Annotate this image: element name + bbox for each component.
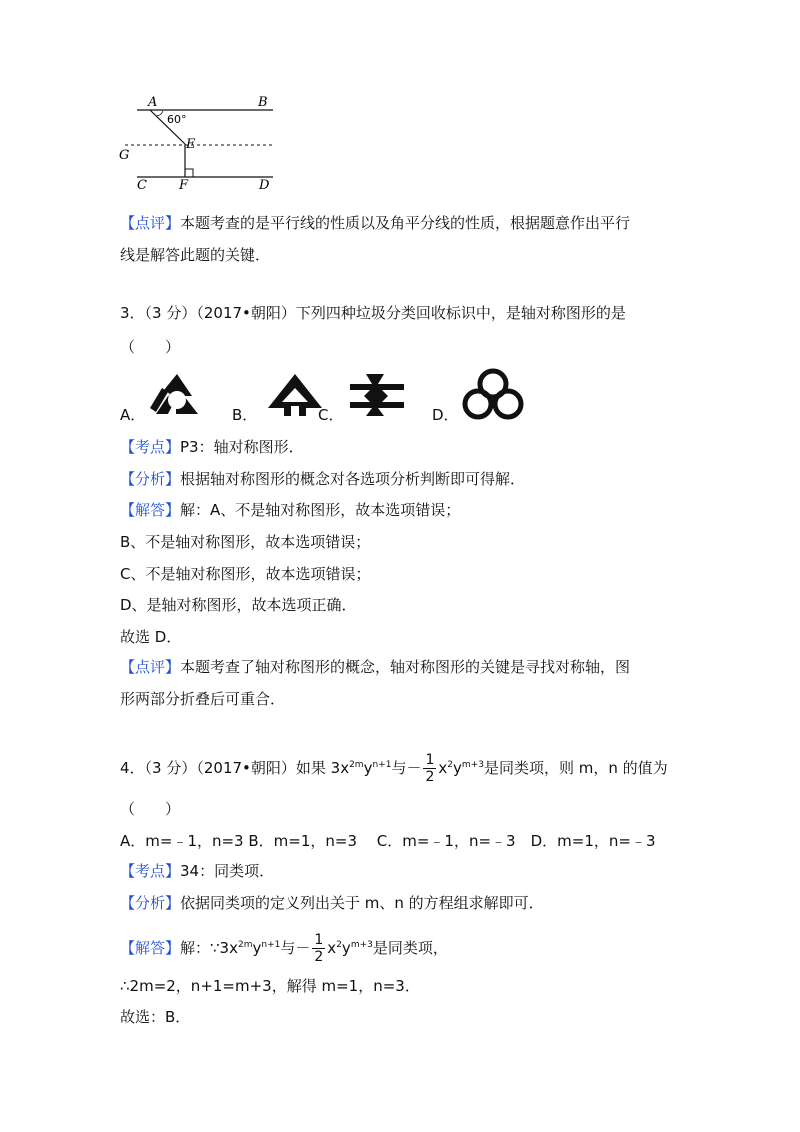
q4-y2: y [453, 759, 462, 777]
q3-fenxi [120, 468, 525, 490]
q3-option-a-label: A． [120, 406, 146, 424]
q3-kaodian-tag: 【考点】 [120, 438, 181, 456]
q4-kaodian-tag: 【考点】 [120, 862, 181, 880]
q4-fraction [423, 752, 436, 785]
point-g-label: G [119, 148, 130, 163]
q4-jieda-y1: y [252, 939, 262, 957]
q4-jieda-frac-num: 1 [314, 932, 324, 948]
q4-jieda-post: 是同类项， [372, 939, 448, 957]
q2-comment-tag: 【点评】 [120, 214, 181, 232]
parallel-lines-figure [115, 92, 285, 192]
point-d-label: D [259, 178, 270, 192]
point-f-label: F [179, 178, 189, 192]
q4-jieda [120, 932, 448, 965]
q4-stem-post: 是同类项，则 m，n 的值为 [483, 759, 668, 777]
q4-jieda-exp4: m+3 [350, 940, 373, 950]
point-a-label: A [148, 95, 158, 110]
q4-jieda-frac-den: 2 [314, 949, 324, 965]
q3-jieda-line2: B、不是轴对称图形，故本选项错误； [120, 533, 371, 551]
q4-x2: x [438, 759, 448, 777]
q4-jieda-x2: x [327, 939, 337, 957]
q3-comment-text: 本题考查了轴对称图形的概念，轴对称图形的关键是寻找对称轴，图 [180, 658, 631, 676]
q3-jieda-line3: C、不是轴对称图形，故本选项错误； [120, 565, 371, 583]
q4-stem [120, 752, 668, 785]
point-e-label: E [186, 137, 196, 152]
q4-kaodian-text: 34：同类项． [180, 862, 275, 880]
q3-stem: 3．（3 分）（2017•朝阳）下列四种垃圾分类回收标识中，是轴对称图形的是 [120, 304, 626, 322]
q4-stem-blank: （ ） [120, 800, 181, 818]
q3-stem-blank: （ ） [120, 338, 181, 356]
q3-kaodian [120, 436, 304, 458]
recycle-icon [146, 370, 208, 422]
q3-option-d-label: D． [432, 406, 459, 424]
q4-jieda-fraction [312, 932, 325, 965]
q4-frac-den: 2 [425, 769, 435, 785]
q4-jieda-exp3: 2 [336, 940, 342, 950]
q3-fenxi-tag: 【分析】 [120, 470, 181, 488]
q3-jieda-text: 解：A、不是轴对称图形，故本选项错误； [180, 501, 461, 519]
q4-jieda-pre: 解：∵3x [180, 939, 238, 957]
q4-exp3: 2 [447, 760, 454, 770]
q2-comment-line1 [120, 212, 630, 234]
q3-jieda-line4: D、是轴对称图形，故本选项正确． [120, 596, 357, 614]
q3-jieda-tag: 【解答】 [120, 501, 181, 519]
inward-arrows-icon [344, 370, 410, 418]
q4-fenxi [120, 892, 544, 914]
q4-fenxi-text: 依据同类项的定义列出关于 m、n 的方程组求解即可． [180, 894, 544, 912]
three-rings-icon [460, 368, 526, 422]
q4-stem-pre: 4．（3 分）（2017•朝阳）如果 3x [120, 759, 350, 777]
q3-comment-line1 [120, 656, 630, 678]
q3-comment-tag: 【点评】 [120, 658, 181, 676]
q4-fenxi-tag: 【分析】 [120, 894, 181, 912]
q4-exp2: n+1 [372, 760, 392, 770]
q3-fenxi-text: 根据轴对称图形的概念对各选项分析判断即可得解． [180, 470, 526, 488]
q2-comment-text: 本题考查的是平行线的性质以及角平分线的性质，根据题意作出平行 [180, 214, 631, 232]
angle-label: 60° [167, 113, 187, 126]
q4-exp1: 2m [349, 760, 364, 770]
q2-comment-line2: 线是解答此题的关键． [120, 246, 271, 264]
q3-kaodian-text: P3：轴对称图形． [180, 438, 304, 456]
q3-option-c-label: C． [318, 406, 344, 424]
q4-jieda-tag: 【解答】 [120, 939, 181, 957]
q4-jieda-y2: y [341, 939, 351, 957]
q4-jieda-exp1: 2m [237, 940, 253, 950]
q4-options: A．m=﹣1，n=3 B．m=1，n=3 C．m=﹣1，n=﹣3 D．m=1，n=﹣3 [120, 832, 656, 850]
q3-option-b-label: B． [232, 406, 258, 424]
q4-solve-line1: ∴2m=2，n+1=m+3，解得 m=1，n=3． [120, 977, 420, 995]
q3-comment-line2: 形两部分折叠后可重合． [120, 690, 286, 708]
point-b-label: B [258, 95, 268, 110]
q4-jieda-mid: 与－ [280, 939, 311, 957]
q3-jieda-line5: 故选 D． [120, 628, 182, 646]
q4-kaodian [120, 860, 274, 882]
q4-frac-num: 1 [425, 752, 435, 768]
point-c-label: C [137, 178, 147, 192]
q3-jieda [120, 499, 460, 521]
q4-exp4: m+3 [461, 760, 484, 770]
q4-y1: y [363, 759, 373, 777]
q4-solve-line2: 故选：B． [120, 1008, 191, 1026]
q4-mid: 与－ [391, 759, 422, 777]
q4-jieda-exp2: n+1 [261, 940, 281, 950]
